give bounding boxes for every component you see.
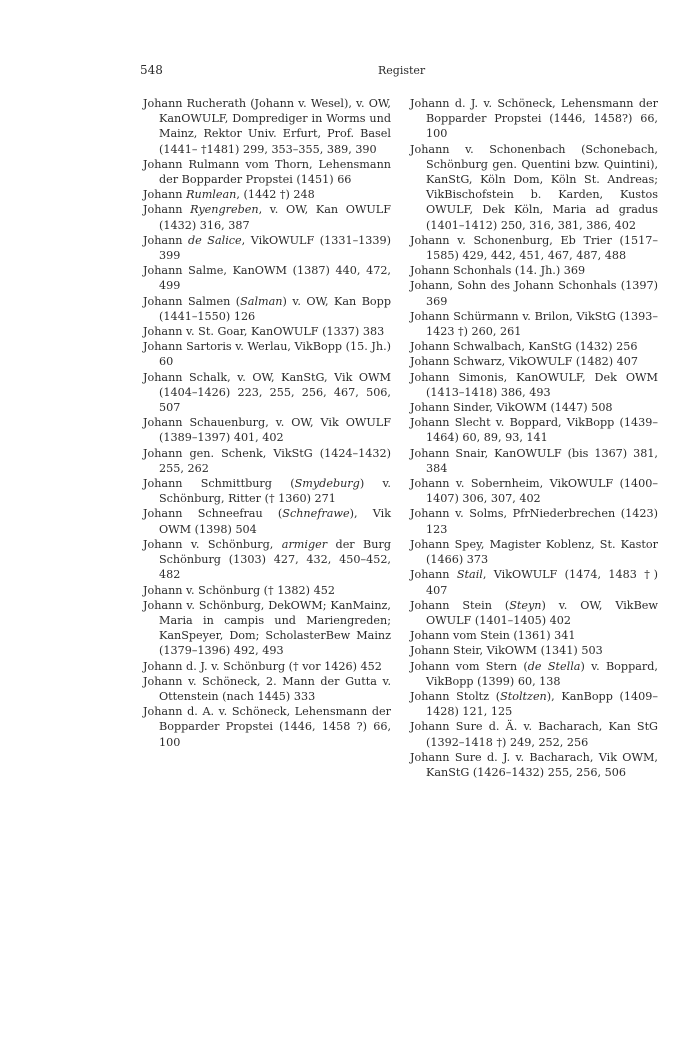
entry-text: Johann Salmen ( [143, 294, 241, 308]
entry-text: ), Vik OWM (1398) 504 [159, 507, 391, 536]
register-entry: Johann Schwarz, VikOWULF (1482) 407 [410, 355, 638, 369]
register-entry [143, 187, 391, 202]
entry-italic-name: de Stella [527, 659, 581, 673]
entry-italic-name: Salman [240, 294, 283, 308]
entry-text: Johann [143, 233, 188, 247]
register-entry: Johann v. Sobernheim, VikOWULF (1400–1407) 306, 307, 402 [410, 477, 658, 506]
register-entry: Johann v. Schonenburg, Eb Trier (1517–1585) 429, 442, 451, 467, 487, 488 [410, 233, 658, 263]
entry-text: Johann v. Schönburg, [143, 537, 282, 551]
register-entry: Johann v. St. Goar, KanOWULF (1337) 383 [143, 325, 385, 339]
entry-text: ), KanBopp (1409–1428) 121, 125 [426, 689, 658, 719]
register-entry: Johann Simonis, KanOWULF, Dek OWM (1413–1418) 386, 493 [410, 370, 658, 399]
entry-italic-name: armiger [281, 537, 328, 551]
register-entry [143, 476, 391, 506]
register-entry [410, 659, 658, 689]
entry-text: ) v. Boppard, VikBopp (1399) 60, 138 [426, 659, 658, 688]
register-entry: Johann Steir, VikOWM (1341) 503 [410, 644, 603, 658]
register-entry: Johann d. J. v. Schönburg († vor 1426) 452 [143, 659, 382, 673]
register-entry: Johann Schwalbach, KanStG (1432) 256 [410, 340, 638, 354]
entry-italic-name: Ryengreben [190, 203, 259, 217]
register-entry: Johann Schauenburg, v. OW, Vik OWULF (1389–1397) 401, 402 [143, 416, 391, 445]
register-entry: Johann Spey, Magister Koblenz, St. Kastor (1466) 373 [410, 537, 658, 567]
register-entry [143, 537, 391, 583]
entry-text: Johann Schmittburg ( [143, 477, 295, 491]
register-entry: Johann Sure d. Ä. v. Bacharach, Kan StG (1392–1418 †) 249, 252, 256 [410, 720, 658, 749]
entry-text: Johann Stoltz ( [410, 689, 501, 703]
register-entry: Johann Sartoris v. Werlau, VikBopp (15. Jh.) 60 [143, 340, 391, 369]
entry-text: , v. OW, Kan OWULF (1432) 316, 387 [159, 203, 391, 232]
entry-italic-name: Schnefrawe [282, 507, 350, 521]
entry-italic-name: Rumlean [186, 188, 237, 202]
entry-text: , (1442 †) 248 [236, 188, 315, 202]
register-entry: Johann Schalk, v. OW, KanStG, Vik OWM (1404–1426) 223, 255, 256, 467, 506, 507 [143, 370, 391, 415]
register-entry: Johann Schonhals (14. Jh.) 369 [410, 264, 586, 278]
entry-italic-name: Stail [456, 568, 483, 582]
register-entry: Johann gen. Schenk, VikStG (1424–1432) 255, 262 [143, 446, 391, 475]
register-entry: Johann v. Schönburg († 1382) 452 [143, 583, 335, 597]
entry-text: Johann [143, 203, 191, 217]
register-entry: Johann Sinder, VikOWM (1447) 508 [410, 401, 613, 415]
entry-italic-name: Stoltzen [500, 689, 547, 703]
entry-text: , VikOWULF (1474, 1483 †) 407 [426, 568, 659, 597]
register-entry [143, 233, 391, 263]
register-entry: Johann Schürmann v. Brilon, VikStG (1393–1423 †) 260, 261 [410, 309, 658, 339]
entry-text: Johann [410, 568, 457, 582]
register-entry [410, 689, 658, 719]
entry-italic-name: Steyn [509, 598, 542, 612]
entry-text: , VikOWULF (1331–1339) 399 [159, 233, 391, 263]
register-entry [410, 567, 658, 597]
page-number: 548 [140, 63, 163, 77]
register-entry: Johann v. Schonenbach (Schonebach, Schönburg gen. Quentini bzw. Quintini), KanStG, Köln Dom, Köln St. Andreas; VikBischofstein b. Karden, Kustos OWULF, Dek Köln, Maria ad gradus (1401–1412) 250, 316, 381, 386, 402 [410, 142, 658, 232]
register-entry: Johann Sure d. J. v. Bacharach, Vik OWM, KanStG (1426–1432) 255, 256, 506 [410, 750, 658, 779]
left-column [143, 96, 391, 750]
entry-text: ) v. OW, Kan Bopp (1441–1550) 126 [159, 294, 391, 323]
running-head: Register [378, 64, 426, 77]
register-entry: Johann v. Schönburg, DekOWM; KanMainz, Maria in campis und Mariengreden; KanSpeyer, Dom; ScholasterBew Mainz (1379–1396) 492, 493 [143, 598, 391, 658]
register-entry [143, 294, 391, 324]
register-entry: Johann Rucherath (Johann v. Wesel), v. OW, KanOWULF, Domprediger in Worms und Mainz, Rektor Univ. Erfurt, Prof. Basel (1441– †1481) 299, 353–355, 389, 390 [143, 97, 391, 156]
register-entry: Johann vom Stein (1361) 341 [410, 629, 576, 643]
register-entry: Johann Rulmann vom Thorn, Lehensmann der Bopparder Propstei (1451) 66 [143, 157, 391, 187]
right-column [410, 96, 658, 780]
register-entry: Johann d. A. v. Schöneck, Lehensmann der Bopparder Propstei (1446, 1458 ?) 66, 100 [143, 705, 391, 749]
entry-italic-name: de Salice [188, 233, 242, 247]
register-entry: Johann Snair, KanOWULF (bis 1367) 381, 384 [410, 446, 658, 475]
register-entry: Johann v. Solms, PfrNiederbrechen (1423) 123 [410, 507, 658, 536]
entry-text: der Burg Schönburg (1303) 427, 432, 450–452, 482 [159, 537, 391, 582]
register-entry [143, 506, 391, 536]
entry-text: ) v. OW, VikBew OWULF (1401–1405) 402 [426, 598, 658, 627]
register-entry: Johann, Sohn des Johann Schonhals (1397) 369 [410, 279, 658, 308]
entry-italic-name: Smydeburg [294, 477, 360, 491]
entry-text: Johann [143, 188, 187, 202]
entry-text: Johann Schneefrau ( [143, 507, 283, 521]
register-entry: Johann d. J. v. Schöneck, Lehensmann der Bopparder Propstei (1446, 1458?) 66, 100 [410, 97, 658, 141]
register-entry [143, 202, 391, 232]
entry-text: Johann Stein ( [410, 598, 510, 612]
register-entry [410, 598, 658, 628]
entry-text: Johann vom Stern ( [410, 659, 528, 673]
register-entry: Johann v. Schöneck, 2. Mann der Gutta v. Ottenstein (nach 1445) 333 [143, 674, 391, 703]
entry-text: ) v. Schönburg, Ritter († 1360) 271 [159, 477, 391, 506]
register-entry: Johann Slecht v. Boppard, VikBopp (1439–1464) 60, 89, 93, 141 [410, 416, 658, 445]
register-entry: Johann Salme, KanOWM (1387) 440, 472, 499 [143, 264, 391, 293]
